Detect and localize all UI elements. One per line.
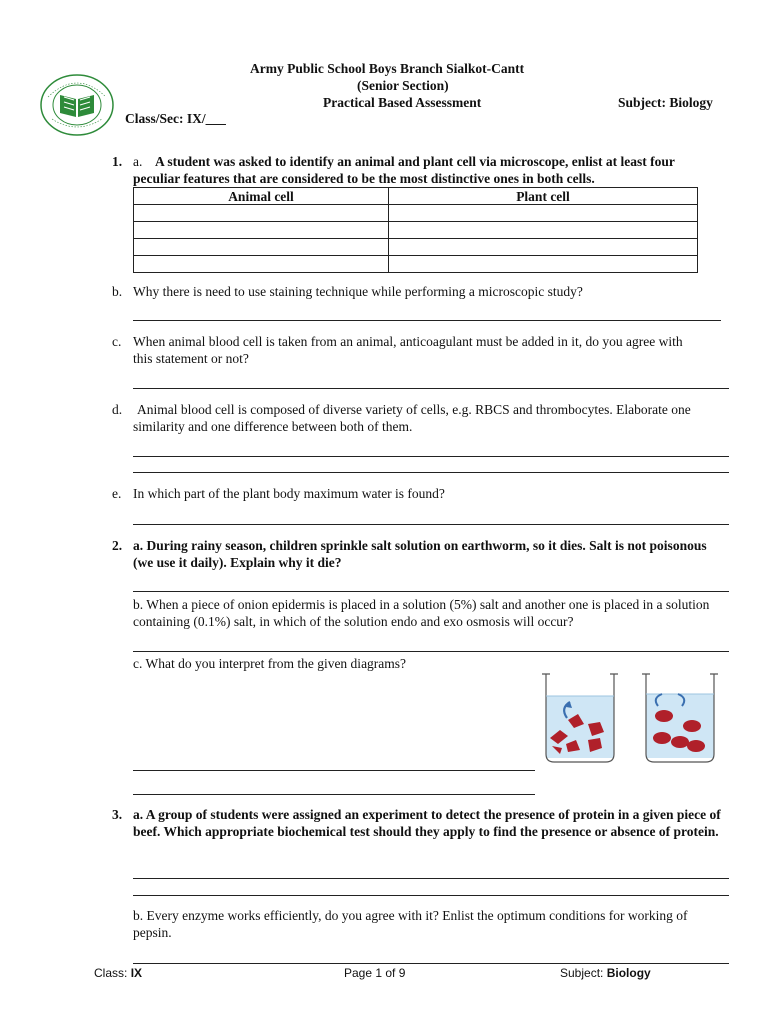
q3a-text: a. A group of students were assigned an experiment to detect the presence of protein in a given piece of beef. Which appropriate biochemical test should they apply to find the presence or absence of protein. [133, 807, 721, 839]
q1-number: 1. [112, 154, 123, 169]
q1b-text: Why there is need to use staining technique while performing a microscopic study? [133, 284, 583, 299]
school-logo [38, 73, 116, 137]
water-label-left: H₂O [572, 689, 586, 697]
plant-cell-answer[interactable] [389, 205, 698, 222]
q1c-text: When animal blood cell is taken from an animal, anticoagulant must be added in it, do you agree with this statement or not? [133, 334, 683, 366]
q1a-label: a. [133, 154, 143, 169]
q1e-label: e. [112, 486, 122, 501]
q3b-text: b. Every enzyme works efficiently, do you agree with it? Enlist the optimum conditions for working of pepsin. [133, 908, 688, 940]
subject-header: Subject: Biology [618, 95, 713, 110]
answer-line[interactable] [133, 794, 535, 795]
answer-line[interactable] [133, 895, 729, 896]
page-number: Page 1 of 9 [344, 966, 406, 980]
plant-cell-answer[interactable] [389, 222, 698, 239]
table-header-row [134, 188, 698, 205]
school-logo-emblem [38, 73, 116, 137]
table-row [134, 256, 698, 273]
q1a-text: A student was asked to identify an animal and plant cell via microscope, enlist at least four peculiar features that are considered to be the most distinctive ones in both cells. [133, 154, 675, 186]
animal-cell-answer[interactable] [134, 205, 389, 222]
answer-line[interactable] [133, 878, 729, 879]
q1d-label: d. [112, 402, 123, 417]
plant-cell-answer[interactable] [389, 256, 698, 273]
footer-class [94, 966, 142, 980]
answer-line[interactable] [133, 388, 729, 389]
footer-subject-value: Biology [606, 966, 651, 980]
answer-line[interactable] [133, 963, 729, 964]
table-row [134, 222, 698, 239]
q1d-text: Animal blood cell is composed of diverse variety of cells, e.g. RBCS and thrombocytes. Elaborate one similarity and one difference between both of them. [133, 402, 691, 434]
school-name: Army Public School Boys Branch Sialkot-Cantt [250, 61, 525, 76]
answer-line[interactable] [133, 770, 535, 771]
answer-line[interactable] [133, 320, 721, 321]
animal-cell-answer[interactable] [134, 222, 389, 239]
footer-class-label: Class: [94, 966, 131, 980]
q2a-text: a. During rainy season, children sprinkle salt solution on earthworm, so it dies. Salt is not poisonous (we use it daily). Explain why it die? [133, 538, 707, 570]
q1e-text: In which part of the plant body maximum water is found? [133, 486, 445, 501]
q2b-text: b. When a piece of onion epidermis is placed in a solution (5%) salt and another one is placed in a solution containing (0.1%) salt, in which of the solution endo and exo osmosis will occur? [133, 597, 710, 629]
answer-line[interactable] [133, 472, 729, 473]
table-row [134, 239, 698, 256]
plant-cell-answer[interactable] [389, 239, 698, 256]
q2c-text: c. What do you interpret from the given diagrams? [133, 656, 407, 671]
q2-number: 2. [112, 538, 123, 553]
section-name: (Senior Section) [357, 78, 449, 93]
q1b-label: b. [112, 284, 123, 299]
animal-cell-answer[interactable] [134, 256, 389, 273]
answer-line[interactable] [133, 651, 729, 652]
assessment-title: Practical Based Assessment [323, 95, 482, 110]
header-plant-cell: Plant cell [389, 188, 698, 205]
animal-cell-answer[interactable] [134, 239, 389, 256]
q3-number: 3. [112, 807, 123, 822]
cells-comparison-table [133, 187, 698, 273]
footer-class-value: IX [130, 966, 143, 980]
answer-line[interactable] [133, 524, 729, 525]
footer-subject-label: Subject: [560, 966, 607, 980]
beaker-diagram-right [640, 670, 720, 766]
beaker-left-drawing [540, 670, 620, 766]
table-row [134, 205, 698, 222]
header-animal-cell: Animal cell [134, 188, 389, 205]
q1c-label: c. [112, 334, 122, 349]
water-label-right: H₂O [664, 685, 678, 693]
answer-line[interactable] [133, 456, 729, 457]
footer-subject [560, 966, 651, 980]
beaker-right-drawing [640, 670, 720, 766]
class-section: Class/Sec: IX/___ [125, 111, 226, 126]
beaker-diagram-left [540, 670, 620, 766]
answer-line[interactable] [133, 591, 729, 592]
